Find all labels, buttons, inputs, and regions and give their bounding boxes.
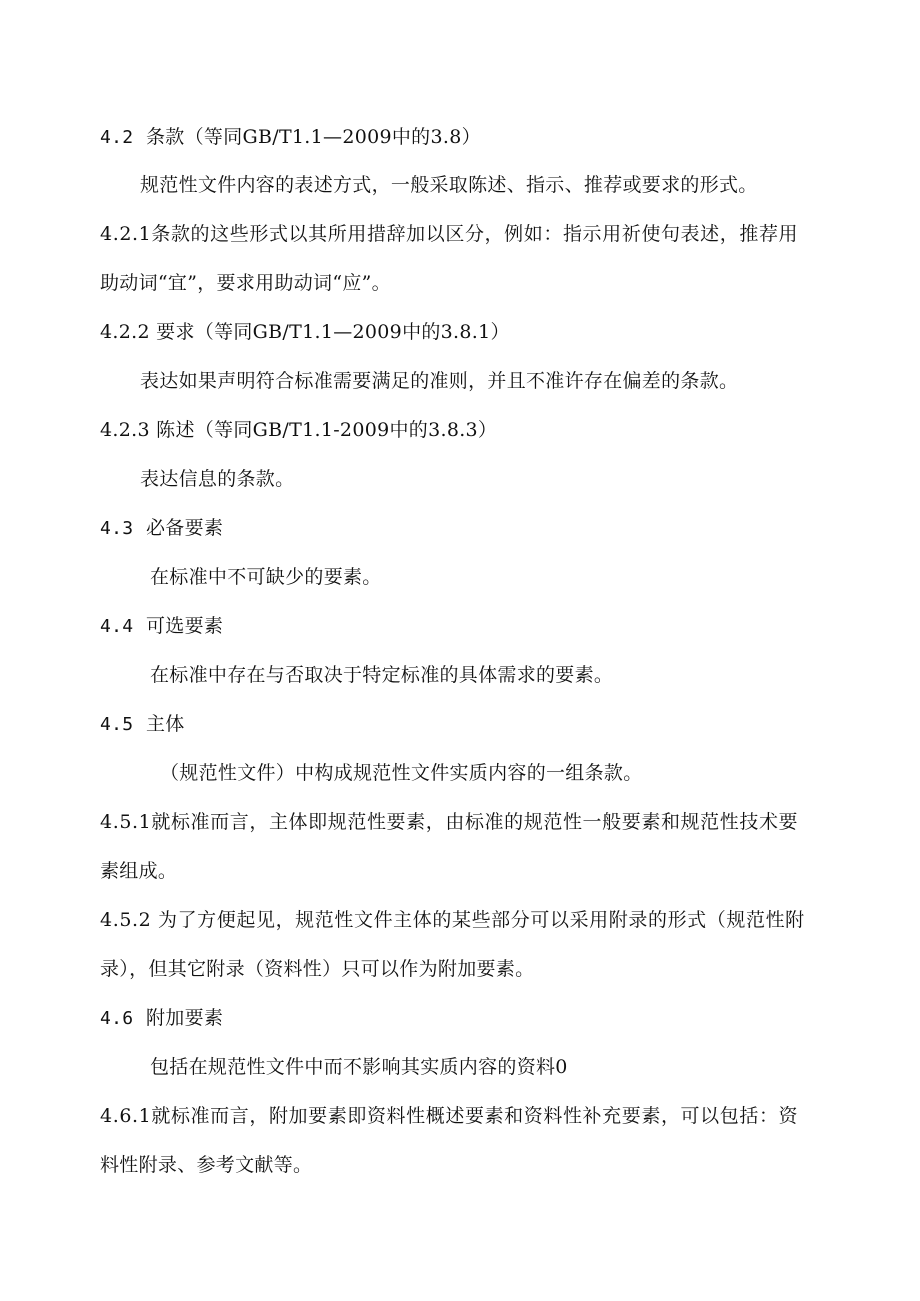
- paragraph: 4.5.2 为了方便起见，规范性文件主体的某些部分可以采用附录的形式（规范性附: [100, 909, 805, 931]
- paragraph: 4.6.1就标准而言，附加要素即资料性概述要素和资料性补充要素，可以包括：资: [100, 1105, 799, 1127]
- paragraph: 4.2.1条款的这些形式以其所用措辞加以区分，例如：指示用祈使句表述，推荐用: [100, 223, 799, 245]
- clause-title: 主体: [146, 713, 185, 735]
- paragraph: 录），但其它附录（资料性）只可以作为附加要素。: [100, 958, 535, 980]
- clause-heading-4-2-2: 4.2.2 要求（等同GB/T1.1—2009中的3.8.1）: [100, 321, 510, 343]
- paragraph: 规范性文件内容的表述方式，一般采取陈述、指示、推荐或要求的形式。: [140, 174, 758, 196]
- clause-heading-4-3: [100, 515, 223, 542]
- clause-title: 条款（等同GB/T1.1—2009中的3.8）: [146, 126, 481, 148]
- clause-heading-4-2-3: 4.2.3 陈述（等同GB/T1.1-2009中的3.8.3）: [100, 419, 498, 441]
- clause-title: 附加要素: [146, 1007, 224, 1029]
- paragraph: （规范性文件）中构成规范性文件实质内容的一组条款。: [160, 762, 643, 784]
- clause-number: 4.5: [100, 714, 134, 735]
- clause-number: 4.6: [100, 1008, 134, 1029]
- clause-number: 4.2: [100, 127, 134, 148]
- paragraph: 素组成。: [100, 860, 178, 882]
- clause-heading-4-2: [100, 124, 481, 151]
- paragraph: 助动词“宜”，要求用助动词“应”。: [100, 272, 391, 294]
- paragraph: 在标准中不可缺少的要素。: [150, 566, 382, 588]
- clause-heading-4-5: [100, 711, 185, 738]
- paragraph: 在标准中存在与否取决于特定标准的具体需求的要素。: [150, 664, 614, 686]
- clause-title: 可选要素: [146, 615, 224, 637]
- paragraph: 表达信息的条款。: [140, 468, 295, 490]
- clause-heading-4-6: [100, 1005, 223, 1032]
- clause-number: 4.4: [100, 616, 134, 637]
- clause-title: 必备要素: [146, 517, 224, 539]
- paragraph: 料性附录、参考文献等。: [100, 1154, 313, 1176]
- paragraph: 表达如果声明符合标准需要满足的准则，并且不准许存在偏差的条款。: [140, 370, 739, 392]
- paragraph: 4.5.1就标准而言，主体即规范性要素，由标准的规范性一般要素和规范性技术要: [100, 811, 799, 833]
- clause-heading-4-4: [100, 613, 223, 640]
- paragraph: 包括在规范性文件中而不影响其实质内容的资料0: [150, 1056, 568, 1078]
- clause-number: 4.3: [100, 518, 134, 539]
